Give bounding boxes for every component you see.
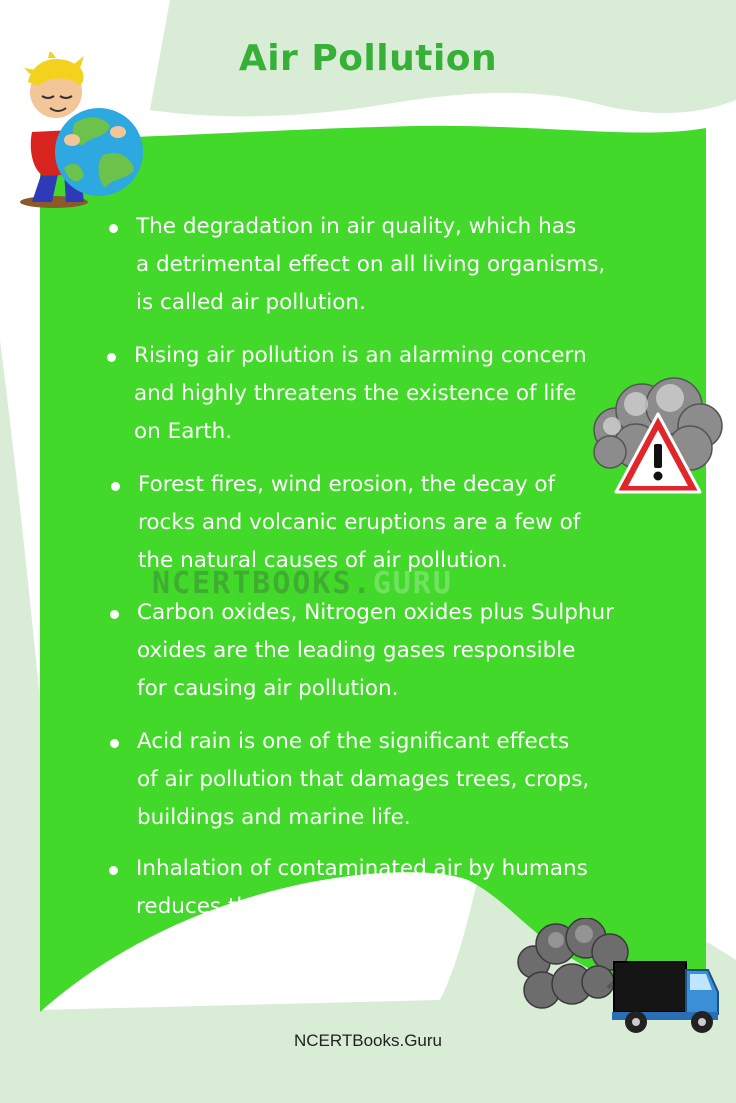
list-item xyxy=(137,594,614,708)
line: for causing air pollution. xyxy=(137,676,399,701)
list-item xyxy=(136,208,605,322)
line: on Earth. xyxy=(134,419,233,444)
line: is called air pollution. xyxy=(136,290,366,315)
watermark-suffix: GURU xyxy=(372,566,453,601)
footer-site-name: NCERTBooks.Guru xyxy=(293,1031,442,1050)
bullet-dot xyxy=(109,224,118,233)
watermark-main: NCERTBOOKS. xyxy=(152,566,373,601)
line: the natural causes of air pollution. xyxy=(138,548,508,573)
bullet-dot xyxy=(110,610,119,619)
line: reduces the body’s defence. xyxy=(136,894,442,919)
bullet-dot xyxy=(111,482,120,491)
line: and highly threatens the existence of life xyxy=(134,381,577,406)
polluting-truck-icon xyxy=(512,918,722,1042)
bullet-dot xyxy=(110,739,119,748)
list-item xyxy=(134,337,587,451)
list-item xyxy=(137,723,589,837)
line: a detrimental effect on all living organisms, xyxy=(136,252,606,277)
watermark xyxy=(152,566,453,601)
line: Carbon oxides, Nitrogen oxides plus Sulphur xyxy=(137,600,614,625)
line: Forest fires, wind erosion, the decay of xyxy=(138,472,556,497)
line: rocks and volcanic eruptions are a few of xyxy=(138,510,581,535)
line: buildings and marine life. xyxy=(137,805,411,830)
bullet-dot xyxy=(109,866,118,875)
line: The degradation in air quality, which has xyxy=(136,214,577,239)
bullet-dot xyxy=(107,353,116,362)
line: of air pollution that damages trees, crops, xyxy=(137,767,590,792)
line: Inhalation of contaminated air by humans xyxy=(136,856,588,881)
list-item xyxy=(136,850,588,926)
page-title: Air Pollution xyxy=(238,38,498,79)
line: Rising air pollution is an alarming concern xyxy=(134,343,587,368)
boy-hugging-earth-icon xyxy=(14,52,144,212)
list-item xyxy=(138,466,580,580)
line: Acid rain is one of the significant effects xyxy=(137,729,570,754)
line: oxides are the leading gases responsible xyxy=(137,638,576,663)
cloud-warning-icon xyxy=(586,370,726,502)
